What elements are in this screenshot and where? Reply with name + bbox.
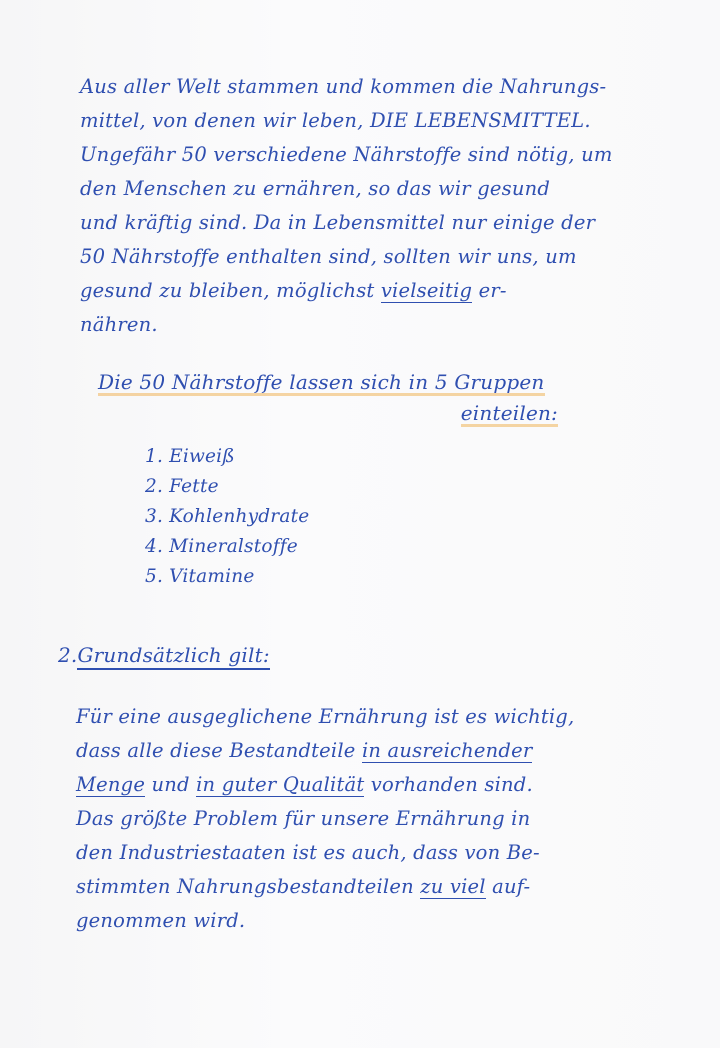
principle-heading-number: 2.: [58, 643, 78, 667]
text-segment: stimmten Nahrungsbestandteilen: [76, 875, 421, 898]
groups-heading-line1: Die 50 Nährstoffe lassen sich in 5 Gruppen: [98, 370, 545, 394]
text-line: [76, 734, 666, 768]
text-line: Ungefähr 50 verschiedene Nährstoffe sind nötig, um: [80, 143, 613, 166]
list-item: 1. Eiweiß: [145, 446, 235, 467]
text-line: nähren.: [80, 313, 158, 336]
list-item: 2. Fette: [145, 476, 219, 497]
text-line: genommen wird.: [76, 909, 246, 932]
text-line: Aus aller Welt stammen und kommen die Nahrungs-: [80, 75, 607, 98]
text-line: mittel, von denen wir leben, DIE LEBENSMITTEL.: [80, 109, 591, 132]
underlined-phrase: Menge: [76, 773, 146, 796]
underlined-phrase: in guter Qualität: [196, 773, 365, 796]
text-line: den Menschen zu ernähren, so das wir gesund: [80, 177, 551, 200]
text-line: [76, 768, 666, 802]
text-line: den Industriestaaten ist es auch, dass von Be-: [76, 841, 540, 864]
text-line: Das größte Problem für unsere Ernährung in: [76, 807, 531, 830]
text-segment: er-: [472, 279, 507, 302]
underlined-phrase: in ausreichender: [361, 739, 533, 762]
text-line: 50 Nährstoffe enthalten sind, sollten wir uns, um: [80, 245, 577, 268]
principle-paragraph: [76, 700, 666, 938]
list-item: 5. Vitamine: [145, 566, 255, 587]
underlined-phrase: zu viel: [420, 875, 486, 898]
text-segment: auf-: [485, 875, 531, 898]
groups-heading: [98, 366, 658, 428]
list-item: 3. Kohlenhydrate: [145, 506, 310, 527]
intro-paragraph: [80, 70, 665, 342]
underlined-word-vielseitig: vielseitig: [380, 279, 473, 302]
list-item: 4. Mineralstoffe: [145, 536, 298, 557]
text-segment: und: [145, 773, 197, 796]
groups-heading-line2: einteilen:: [460, 401, 558, 425]
nutrient-groups-list: [145, 442, 309, 592]
text-line: [80, 274, 665, 308]
text-segment: vorhanden sind.: [364, 773, 533, 796]
text-segment: dass alle diese Bestandteile: [76, 739, 362, 762]
principle-heading-text: Grundsätzlich gilt:: [77, 643, 269, 670]
text-line: und kräftig sind. Da in Lebensmittel nur einige der: [80, 211, 596, 234]
text-line: [76, 870, 666, 904]
text-line: Für eine ausgeglichene Ernährung ist es wichtig,: [76, 705, 575, 728]
text-segment: gesund zu bleiben, möglichst: [80, 279, 381, 302]
principle-heading: [58, 640, 270, 670]
